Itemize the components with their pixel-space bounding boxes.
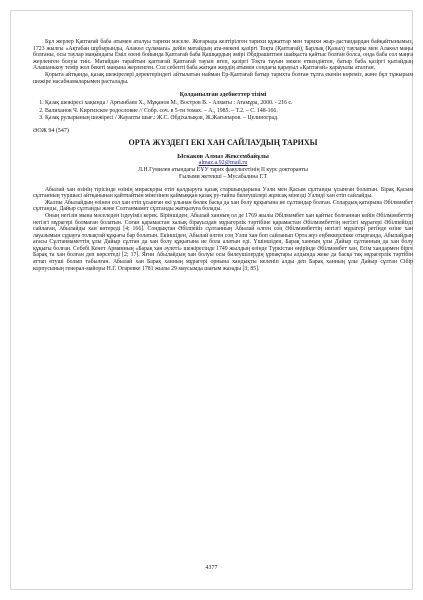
intro-paragraph-1: Бұл жерлер Қаптағай баба атымен аталуы тарихи мәселе. Жоғарыда келтірілген тарихи құжаттар мен тарихи жыр-дастандардан байқайтынымыз, 1723 жылғы «Ақтабан шұбырынды, Алакөл сұламаға» дейін матайдың ата-мекені қазіргі Тоқта (Қаптағай), Барлық (Қазыл) таулары мен Алакөл маңы болғаны, осы таулар маңындағы Еміл өзені бойында Қаптағай баба Қашқардың әмірі Әбдірашитпен шайқаста қайтыс болған болса, онда баба сол маңға жерленген болуы тиіс. Матайдан тарайтын қаптағай Қаптағай тауын игеп, қазіргі Тоқта тауын мекен еткендіктен, батыр баба қазіргі қытайдың Алашанькоу темір жол бекеті маңына жерленген. Сол себепті баба жатқан жердің атымен сондағы қарауыл «Қаптағай» қарауылы аталған.	[33, 39, 413, 72]
body-paragraph-2: Жалпы Абылайдың өзінен сол хан етіп ұсынған екі ұлынан бөлек басқа да хан болу құқығына ие сұлтандар болған. Солардың қатарына Әбілмәмбет сұлтанды, Дайыр сұлтанды және Солтанмамет сұлтанды жатқызуға болады.	[33, 199, 413, 213]
author-name: Ыскаков Алмаз Жексембайұлы	[177, 152, 269, 160]
udk-code: ӘОЖ 94 (547)	[33, 127, 69, 134]
article-title: ОРТА ЖҮЗДЕГІ ЕКІ ХАН САЙЛАУДЫҢ ТАРИХЫ	[128, 137, 318, 147]
body-paragraph-1: Абылай хан өзінің тірісінде өзінің мирасқоры етіп қалдыруға қазақ старшындарына Уәли мен Қасым сұлтанды ұсынған болатын. Бірақ Қасым сұлтанның туршысі айтқанынан қайтпайтын мінезінен қаймыққан қазақ ру-тайпа билеушілері жұмсақ мінезді Уәлиді хан етіп сайлайды.	[33, 186, 413, 200]
page-number: 4377	[205, 565, 218, 571]
body-paragraph-3: Оның негізін мына мәселеден іздеуіміз керек. Біріншіден, Абылай ханның ол де 1769 жылы Әбілмәмбет хан қайтыс болғаннан кейін Әбілмәмбеттің негізгі мұрагері болмаған болатын. Соған қарамастан халық бірауыздан мұрагерлік тәртібіне қарамастан Әбілмәмбеттің негізгі мұрагері Әбілпейізді сайлаған, Абылайды хан көтереді [4; 166]. Сондықтан Әбілпейіз сұлтанның Абылай өлген соң Әбілмәмбеттің негізгі мұрагері ретінде өзіне хан лауазымын сұрауға толықтай құқығы бар болатын. Екіншіден, Абылай өлген соң Уәли хан боп сайланып Орта жүз еңбеккерлікке отырғанда, Абылайдың ағасы Сұлтанмаметтің ұлы Дайыр сұлтан да хан болу құқығына ие бола алатын еді. Үшіншіден, Барақ ханның ұлы Дайыр сұлтанның да хан болу құқығы болған. Себебі Кенет Армянның «Барақ хан әулеті» шежіресінде 1749 жылдың өзінде Түркістан өңірінде Әбілмәмбет хан, Есім хандармен бірге Барақ та хан болған деп көрсетеді [2; 17]. Яғни Абылайдың хан болуы осы билеушілердің ұрпақтары алдында жеке да басқа тақ мұрагерлік тәртібін аттап өтуші болып табылған. Абылай хан Барақ ханның мұрагері орнына хандықты иеленіп алды деп Барақ ханның ұлы Дайыр сұлтан Сібір корпусының генерал-майоры Н.Г. Огаревке 1781 жылы 29 маусымда шағым жазады [3; 85].	[33, 212, 413, 272]
references-list	[33, 100, 413, 122]
scientific-advisor: Ғылыми жетекші – Мусабалина Г.Т	[178, 173, 268, 180]
author-affiliation: Л.Н.Гумилев атындағы ЕҰУ тарих факультетінің II курс докторанты	[138, 166, 308, 173]
page-content	[33, 39, 413, 272]
intro-paragraph-2: Қорыта айтқанда, қазақ шежірелері деректеріндегі айтылатын найман Ер-Қаптағай батыр тарихта болған тұлға екенін көреміз, және бұл тұжырым шежіре насабнамаларымен расталады.	[33, 71, 413, 85]
reference-item: 1. Қазақ шежіресі хақында / Арғынбаев Х., Мұқанов М., Востров В. - Алматы : Атамұра, 2000. - 216 с.	[45, 100, 413, 107]
references-title: Қолданылған әдебиеттер тізімі	[179, 91, 267, 99]
author-email-link[interactable]: almaz.a.92@mail.ru	[198, 159, 248, 166]
reference-item: 2. Валиханов Ч. Киргизское родословие // Собр. соч. в 5-ти томах. – А., 1985. – Т.2. – С. 148-166.	[45, 108, 413, 115]
reference-item: 3. Қазақ рулырының шежіресі / Жауапты шығ.: Ж.С. Әбдіхалықов, Ж.Жағыпаров. – Целиноград.	[45, 115, 413, 122]
page-frame	[10, 10, 413, 590]
